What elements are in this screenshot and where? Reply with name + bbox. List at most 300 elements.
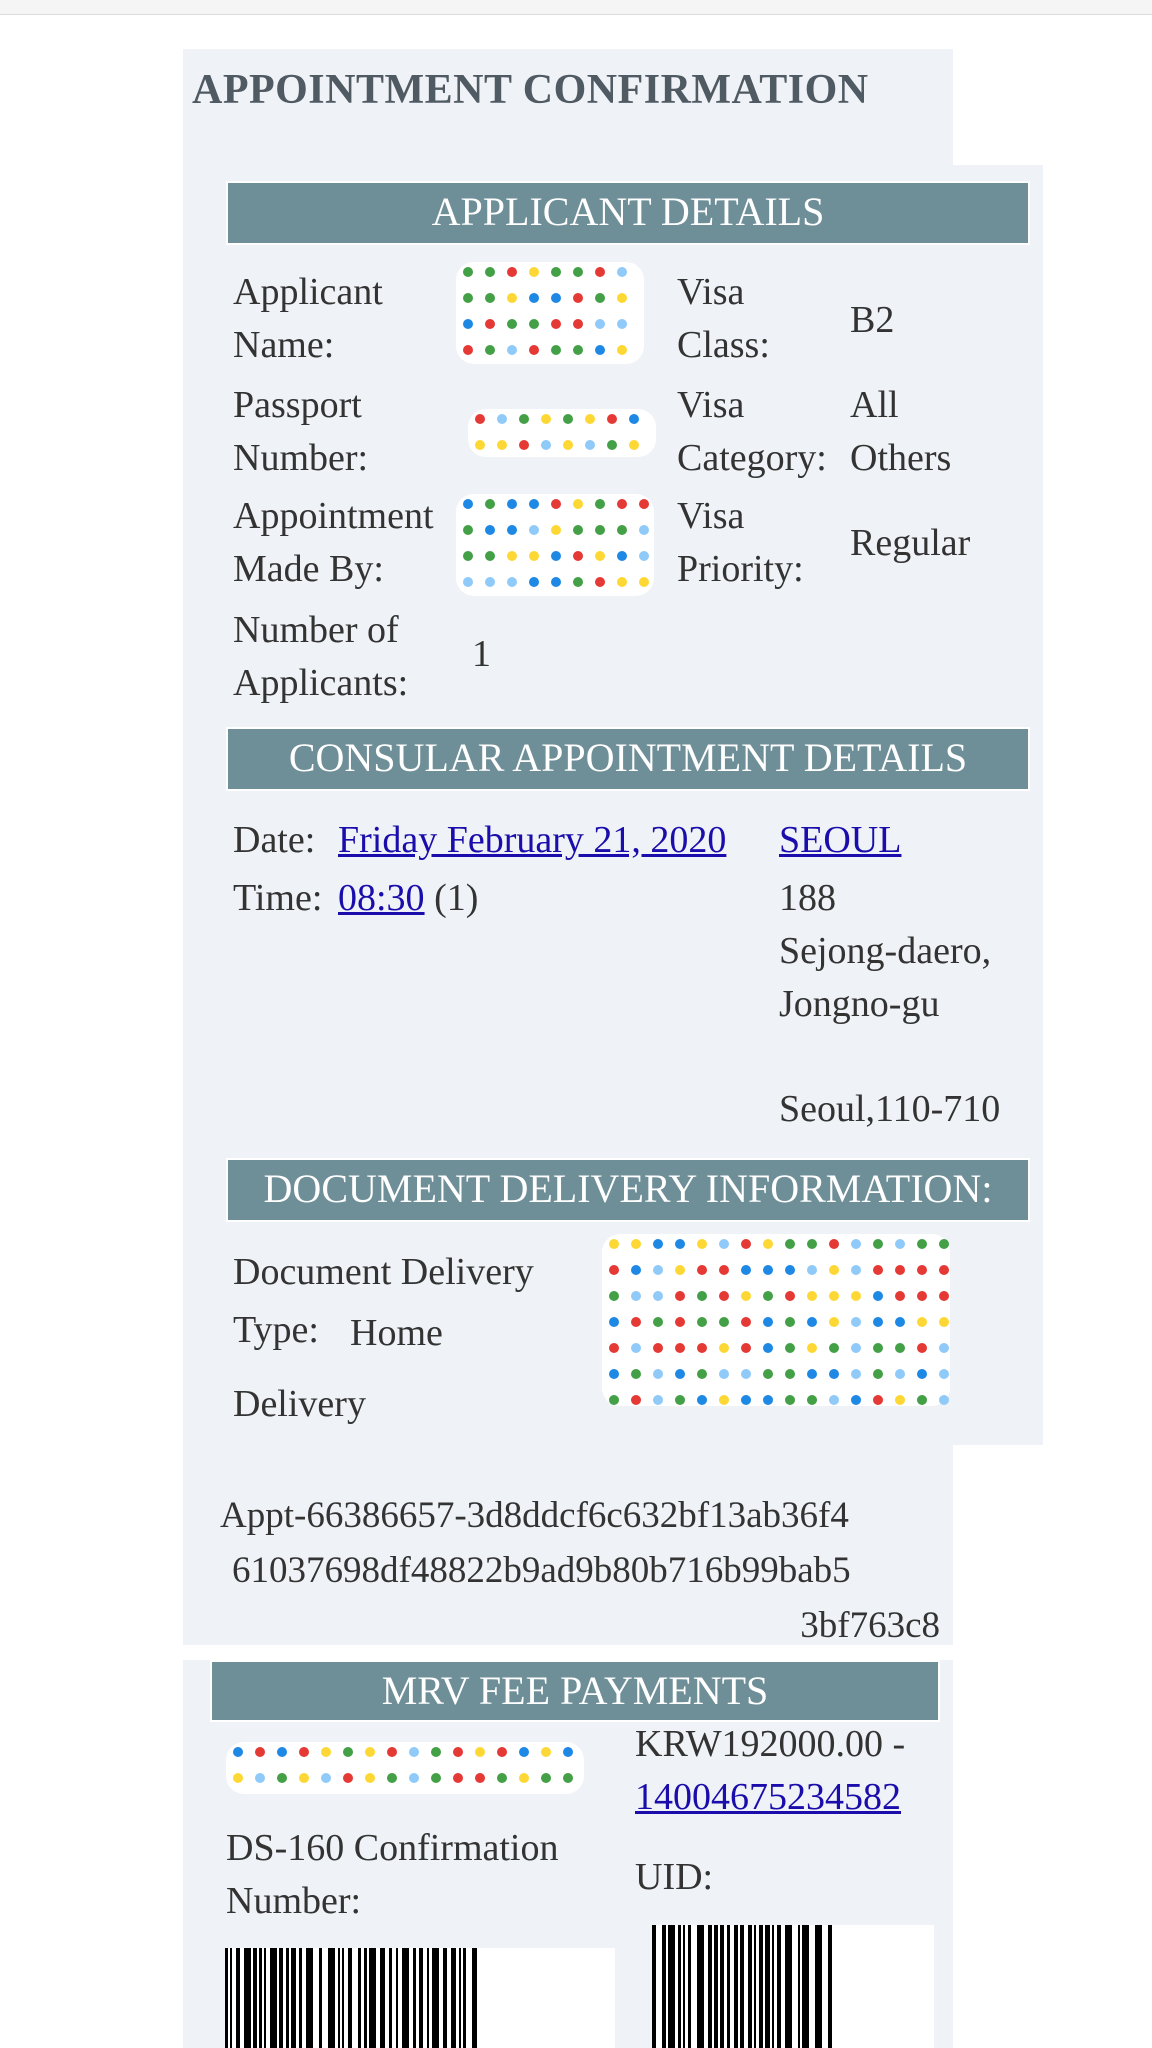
barcode-bar: [668, 1925, 675, 2048]
barcode-bar: [697, 1925, 704, 2048]
redaction-dot: [719, 1317, 729, 1327]
redaction-dot: [551, 577, 561, 587]
redaction-dot: [939, 1317, 949, 1327]
redaction-dot: [675, 1343, 685, 1353]
redaction-dot: [409, 1773, 419, 1783]
barcode-bar: [765, 1925, 770, 2048]
redaction-dot: [873, 1369, 883, 1379]
redaction-dot: [741, 1317, 751, 1327]
redaction-dot: [895, 1395, 905, 1405]
redaction-dot: [475, 414, 485, 424]
barcode-bar: [396, 1948, 398, 2048]
redaction-dot: [785, 1395, 795, 1405]
visa-category-label: Visa Category:: [677, 384, 827, 479]
barcode-bar: [427, 1948, 429, 2048]
redaction-dot: [719, 1265, 729, 1275]
redaction-dot: [829, 1265, 839, 1275]
redaction-dot: [387, 1773, 397, 1783]
redaction-dot: [609, 1239, 619, 1249]
barcode-bar: [798, 1925, 800, 2048]
redaction-dot: [653, 1291, 663, 1301]
browser-top-bar: [0, 0, 1152, 15]
barcode-bar: [259, 1948, 262, 2048]
redaction-dot: [675, 1239, 685, 1249]
redaction-dot: [895, 1317, 905, 1327]
redaction-dot: [719, 1343, 729, 1353]
redaction-dot: [507, 577, 517, 587]
redaction-dot: [475, 440, 485, 450]
redaction-dot: [573, 345, 583, 355]
redaction-dot: [741, 1369, 751, 1379]
redaction-dot: [917, 1317, 927, 1327]
visa-class-label: Visa Class:: [677, 271, 770, 366]
redaction-dot: [585, 414, 595, 424]
redaction-dot: [763, 1265, 773, 1275]
barcode-bar: [348, 1948, 352, 2048]
ds160-label: DS-160 Confirmation Number:: [226, 1827, 559, 1922]
barcode-bar: [291, 1948, 296, 2048]
redaction-dot: [741, 1291, 751, 1301]
redaction-dot: [595, 345, 605, 355]
redaction-dot: [631, 1343, 641, 1353]
redaction-dot: [607, 414, 617, 424]
barcode-bar: [734, 1925, 738, 2048]
redaction-dot: [639, 551, 649, 561]
barcode-bar: [463, 1948, 466, 2048]
redaction-dot: [675, 1369, 685, 1379]
redaction-dot: [321, 1747, 331, 1757]
redaction-dot: [519, 414, 529, 424]
barcode-bar: [270, 1948, 277, 2048]
barcode-bar: [419, 1948, 423, 2048]
redaction-dot: [807, 1369, 817, 1379]
delivery-address-redacted: [596, 1230, 956, 1410]
barcode-bar: [319, 1948, 322, 2048]
redaction-dot: [873, 1343, 883, 1353]
barcode-bar: [777, 1925, 781, 2048]
redaction-dot: [563, 414, 573, 424]
redaction-dot: [609, 1291, 619, 1301]
redaction-dot: [719, 1395, 729, 1405]
redaction-dot: [529, 345, 539, 355]
redaction-dot: [431, 1747, 441, 1757]
redaction-dot: [631, 1291, 641, 1301]
redaction-dot: [595, 293, 605, 303]
redaction-dot: [299, 1747, 309, 1757]
mrv-name-redacted: [220, 1738, 590, 1798]
redaction-dot: [497, 1747, 507, 1757]
barcode-bar: [708, 1925, 712, 2048]
redaction-dot: [639, 577, 649, 587]
redaction-dot: [551, 499, 561, 509]
delivery-type-value-line1: Home: [350, 1312, 443, 1354]
barcode-bar: [328, 1948, 335, 2048]
redaction-dot: [829, 1291, 839, 1301]
uid-label: UID:: [635, 1856, 714, 1898]
barcode-bar: [413, 1948, 416, 2048]
redaction-dot: [475, 1773, 485, 1783]
redaction-dot: [497, 414, 507, 424]
redaction-dot: [829, 1317, 839, 1327]
redaction-dot: [697, 1395, 707, 1405]
number-of-applicants-label: Number of Applicants:: [233, 609, 409, 704]
redaction-dot: [741, 1239, 751, 1249]
barcode-bar: [772, 1925, 774, 2048]
redaction-dot: [873, 1395, 883, 1405]
redaction-dot: [563, 1747, 573, 1757]
consulate-city-link[interactable]: [779, 814, 901, 867]
redaction-dot: [255, 1773, 265, 1783]
redaction-dot: [617, 293, 627, 303]
redaction-dot: [551, 551, 561, 561]
redaction-dot: [653, 1343, 663, 1353]
mrv-receipt-link[interactable]: [635, 1771, 901, 1824]
redaction-dot: [851, 1343, 861, 1353]
redaction-dot: [485, 499, 495, 509]
redaction-dot: [763, 1291, 773, 1301]
redaction-dot: [631, 1369, 641, 1379]
barcode-bar: [364, 1948, 367, 2048]
barcode-bar: [264, 1948, 266, 2048]
redaction-dot: [873, 1239, 883, 1249]
redaction-dot: [851, 1369, 861, 1379]
delivery-type-label: Document Delivery Type:: [233, 1251, 534, 1351]
redaction-dot: [485, 525, 495, 535]
redaction-dot: [639, 499, 649, 509]
redaction-dot: [463, 525, 473, 535]
redaction-dot: [763, 1395, 773, 1405]
redaction-dot: [497, 1773, 507, 1783]
redaction-dot: [617, 577, 627, 587]
redaction-dot: [917, 1343, 927, 1353]
barcode-bar: [402, 1948, 409, 2048]
redaction-dot: [609, 1317, 619, 1327]
redaction-dot: [829, 1239, 839, 1249]
redaction-dot: [609, 1369, 619, 1379]
visa-priority-value: Regular: [850, 522, 971, 564]
delivery-type-value-line2: Delivery: [233, 1383, 366, 1425]
redaction-dot: [675, 1395, 685, 1405]
redaction-dot: [551, 345, 561, 355]
redaction-dot: [895, 1239, 905, 1249]
barcode-bar: [727, 1925, 730, 2048]
redaction-dot: [829, 1395, 839, 1405]
redaction-dot: [485, 267, 495, 277]
visa-priority-label: Visa Priority:: [677, 495, 804, 590]
redaction-dot: [653, 1395, 663, 1405]
redaction-dot: [697, 1317, 707, 1327]
redaction-dot: [631, 1395, 641, 1405]
redaction-dot: [453, 1747, 463, 1757]
redaction-dot: [639, 525, 649, 535]
redaction-dot: [551, 525, 561, 535]
redaction-dot: [551, 319, 561, 329]
redaction-dot: [573, 267, 583, 277]
redaction-dot: [631, 1317, 641, 1327]
number-of-applicants-value: 1: [472, 633, 491, 675]
applicant-name-redacted: [450, 258, 650, 368]
consulate-address: 188 Sejong-daero, Jongno-gu: [779, 877, 992, 1025]
redaction-mask: [468, 409, 656, 457]
redaction-dot: [485, 319, 495, 329]
redaction-dot: [541, 414, 551, 424]
redaction-dot: [763, 1343, 773, 1353]
redaction-dot: [851, 1239, 861, 1249]
redaction-dot: [807, 1265, 817, 1275]
redaction-dot: [895, 1343, 905, 1353]
redaction-dot: [563, 1773, 573, 1783]
barcode-bar: [244, 1948, 251, 2048]
redaction-dot: [653, 1239, 663, 1249]
redaction-dot: [507, 551, 517, 561]
redaction-dot: [697, 1291, 707, 1301]
barcode-bar: [432, 1948, 439, 2048]
redaction-dot: [463, 267, 473, 277]
redaction-dot: [595, 577, 605, 587]
applicant-details-header: APPLICANT DETAILS: [226, 181, 1030, 245]
redaction-dot: [507, 293, 517, 303]
time-link[interactable]: 08:30: [338, 877, 425, 919]
redaction-dot: [617, 267, 627, 277]
barcode-bar: [720, 1925, 724, 2048]
consular-details-header: CONSULAR APPOINTMENT DETAILS: [226, 727, 1030, 791]
mrv-receipt-link-text[interactable]: 14004675234582: [635, 1776, 901, 1818]
redaction-dot: [807, 1317, 817, 1327]
redaction-dot: [917, 1239, 927, 1249]
redaction-dot: [807, 1395, 817, 1405]
redaction-dot: [463, 551, 473, 561]
redaction-dot: [763, 1317, 773, 1327]
redaction-dot: [631, 1239, 641, 1249]
redaction-dot: [697, 1265, 707, 1275]
redaction-dot: [741, 1265, 751, 1275]
redaction-dot: [873, 1317, 883, 1327]
redaction-dot: [697, 1369, 707, 1379]
redaction-dot: [387, 1747, 397, 1757]
date-link-text[interactable]: Friday February 21, 2020: [338, 819, 727, 861]
redaction-dot: [851, 1395, 861, 1405]
redaction-dot: [595, 525, 605, 535]
redaction-dot: [741, 1343, 751, 1353]
barcode-bar: [338, 1948, 340, 2048]
barcode-bar: [815, 1925, 822, 2048]
barcode-bar: [286, 1948, 289, 2048]
redaction-dot: [573, 319, 583, 329]
redaction-dot: [573, 499, 583, 509]
visa-class-value: B2: [850, 299, 895, 341]
redaction-dot: [785, 1239, 795, 1249]
redaction-dot: [607, 440, 617, 450]
barcode-bar: [740, 1925, 744, 2048]
date-label: Date:: [233, 819, 316, 861]
redaction-dot: [485, 577, 495, 587]
redaction-dot: [519, 440, 529, 450]
barcode-bar: [785, 1925, 792, 2048]
redaction-dot: [463, 345, 473, 355]
barcode-bar: [683, 1925, 685, 2048]
redaction-dot: [277, 1773, 287, 1783]
redaction-dot: [595, 319, 605, 329]
redaction-dot: [653, 1317, 663, 1327]
redaction-dot: [431, 1773, 441, 1783]
redaction-dot: [529, 551, 539, 561]
redaction-dot: [541, 440, 551, 450]
redaction-dot: [541, 1773, 551, 1783]
mrv-fee-header: MRV FEE PAYMENTS: [210, 1660, 940, 1722]
barcode-bar: [299, 1948, 302, 2048]
redaction-dot: [873, 1291, 883, 1301]
redaction-dot: [365, 1747, 375, 1757]
redaction-dot: [507, 499, 517, 509]
redaction-dot: [939, 1395, 949, 1405]
redaction-dot: [629, 414, 639, 424]
redaction-dot: [873, 1265, 883, 1275]
appointment-id: Appt-66386657-3d8ddcf6c632bf13ab36f4 61037698df48822b9ad9b80b716b99bab5 3bf763c8: [220, 1495, 940, 1646]
redaction-dot: [895, 1265, 905, 1275]
redaction-dot: [617, 499, 627, 509]
applicant-name-label: Applicant Name:: [233, 271, 383, 366]
redaction-dot: [939, 1291, 949, 1301]
barcode-bar: [472, 1948, 477, 2048]
redaction-dot: [573, 577, 583, 587]
consulate-postal: Seoul,110-710: [779, 1088, 1001, 1130]
redaction-dot: [463, 319, 473, 329]
redaction-dot: [675, 1317, 685, 1327]
barcode-bar: [369, 1948, 376, 2048]
redaction-dot: [573, 525, 583, 535]
redaction-dot: [485, 293, 495, 303]
redaction-dot: [233, 1747, 243, 1757]
redaction-dot: [719, 1291, 729, 1301]
barcode-bar: [358, 1948, 361, 2048]
redaction-dot: [617, 345, 627, 355]
redaction-dot: [507, 319, 517, 329]
barcode-bar: [279, 1948, 283, 2048]
passport-number-label: Passport Number:: [233, 384, 369, 479]
barcode-bar: [459, 1948, 461, 2048]
redaction-dot: [343, 1773, 353, 1783]
redaction-dot: [595, 551, 605, 561]
redaction-dot: [277, 1747, 287, 1757]
redaction-dot: [343, 1747, 353, 1757]
time-value: [338, 872, 478, 925]
redaction-dot: [541, 1747, 551, 1757]
redaction-dot: [785, 1265, 795, 1275]
redaction-dot: [573, 293, 583, 303]
redaction-dot: [463, 499, 473, 509]
redaction-dot: [485, 551, 495, 561]
redaction-dot: [851, 1317, 861, 1327]
redaction-dot: [617, 319, 627, 329]
redaction-dot: [763, 1369, 773, 1379]
redaction-dot: [917, 1291, 927, 1301]
barcode-bar: [443, 1948, 447, 2048]
redaction-dot: [939, 1265, 949, 1275]
redaction-dot: [321, 1773, 331, 1783]
barcode-bar: [253, 1948, 257, 2048]
redaction-dot: [519, 1747, 529, 1757]
redaction-dot: [299, 1773, 309, 1783]
redaction-mask: [456, 262, 644, 364]
mrv-amount: KRW192000.00 -: [635, 1723, 906, 1765]
redaction-dot: [617, 525, 627, 535]
redaction-dot: [939, 1343, 949, 1353]
barcode-bar: [225, 1948, 228, 2048]
redaction-dot: [609, 1395, 619, 1405]
redaction-dot: [851, 1265, 861, 1275]
redaction-dot: [595, 267, 605, 277]
redaction-dot: [507, 267, 517, 277]
appointment-made-by-label: Appointment Made By:: [233, 495, 434, 590]
delivery-info-header: DOCUMENT DELIVERY INFORMATION:: [226, 1158, 1030, 1222]
redaction-dot: [829, 1343, 839, 1353]
time-suffix: (1): [434, 877, 479, 919]
city-link-text[interactable]: SEOUL: [779, 819, 902, 861]
redaction-dot: [631, 1265, 641, 1275]
redaction-dot: [697, 1239, 707, 1249]
redaction-dot: [851, 1291, 861, 1301]
redaction-dot: [829, 1369, 839, 1379]
barcode-bar: [342, 1948, 344, 2048]
redaction-dot: [895, 1369, 905, 1379]
time-label: Time:: [233, 877, 323, 919]
redaction-dot: [453, 1773, 463, 1783]
redaction-dot: [675, 1265, 685, 1275]
barcode-bar: [759, 1925, 763, 2048]
barcode-bar: [236, 1948, 240, 2048]
redaction-dot: [675, 1291, 685, 1301]
redaction-dot: [807, 1343, 817, 1353]
redaction-dot: [763, 1239, 773, 1249]
redaction-dot: [939, 1239, 949, 1249]
barcode-bar: [748, 1925, 752, 2048]
redaction-dot: [653, 1265, 663, 1275]
redaction-dot: [529, 267, 539, 277]
redaction-dot: [529, 525, 539, 535]
redaction-dot: [563, 440, 573, 450]
redaction-dot: [917, 1369, 927, 1379]
redaction-dot: [463, 577, 473, 587]
barcode-bar: [230, 1948, 232, 2048]
redaction-dot: [409, 1747, 419, 1757]
redaction-dot: [917, 1265, 927, 1275]
redaction-dot: [233, 1773, 243, 1783]
passport-number-redacted: [462, 405, 662, 461]
barcode-bar: [754, 1925, 756, 2048]
date-link[interactable]: [338, 814, 726, 867]
uid-barcode: [652, 1925, 934, 2048]
redaction-dot: [617, 551, 627, 561]
redaction-dot: [895, 1291, 905, 1301]
redaction-dot: [595, 499, 605, 509]
redaction-dot: [507, 525, 517, 535]
redaction-dot: [519, 1773, 529, 1783]
redaction-dot: [573, 551, 583, 561]
redaction-dot: [585, 440, 595, 450]
redaction-dot: [917, 1395, 927, 1405]
redaction-dot: [529, 499, 539, 509]
redaction-dot: [653, 1369, 663, 1379]
barcode-bar: [306, 1948, 313, 2048]
redaction-dot: [741, 1395, 751, 1405]
redaction-dot: [719, 1369, 729, 1379]
redaction-dot: [365, 1773, 375, 1783]
visa-category-value: All Others: [850, 384, 952, 479]
barcode-bar: [451, 1948, 456, 2048]
redaction-dot: [629, 440, 639, 450]
redaction-dot: [807, 1291, 817, 1301]
barcode-bar: [652, 1925, 656, 2048]
